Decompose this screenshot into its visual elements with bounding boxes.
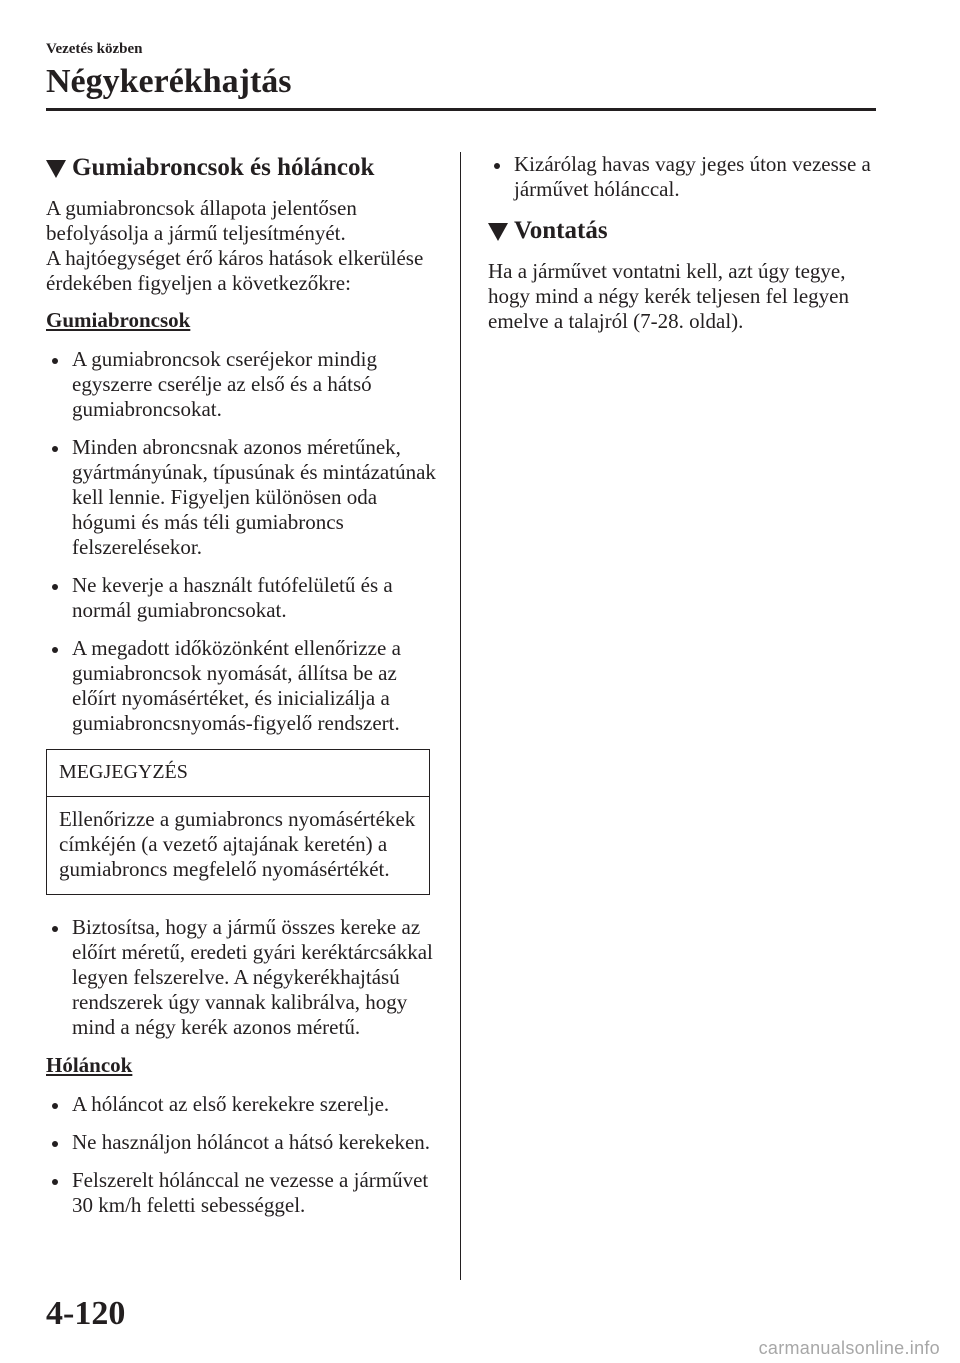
wheel-bullet-list bbox=[46, 915, 436, 1040]
bullet-icon bbox=[52, 1103, 58, 1109]
page-title: Négykerékhajtás bbox=[46, 63, 292, 100]
bullet-text: Ne használjon hóláncot a hátsó kerekeken. bbox=[72, 1130, 431, 1154]
list-item bbox=[46, 347, 436, 422]
list-item bbox=[46, 1092, 436, 1117]
bullet-icon bbox=[52, 584, 58, 590]
section-heading-text: Vontatás bbox=[514, 217, 608, 244]
triangle-marker-icon bbox=[46, 160, 66, 178]
breadcrumb: Vezetés közben bbox=[46, 41, 143, 57]
watermark: carmanualsonline.info bbox=[758, 1338, 940, 1358]
section-heading-tires-chains bbox=[46, 152, 436, 184]
bullet-icon bbox=[52, 446, 58, 452]
page-number: 4-120 bbox=[46, 1295, 126, 1332]
bullet-text: A megadott időközönként ellenőrizze a gumiabroncsok nyomását, állítsa be az előírt nyomásértéket, és inicializálja a gumiabroncsnyomás-figyelő rendszert. bbox=[72, 636, 401, 735]
left-column bbox=[46, 152, 436, 1231]
note-body: Ellenőrizze a gumiabroncs nyomásértékek címkéjén (a vezető ajtajának keretén) a gumiabroncs megfelelő nyomásértékét. bbox=[59, 807, 416, 881]
bullet-text: Minden abroncsnak azonos méretűnek, gyártmányúnak, típusúnak és mintázatúnak kell lennie. Figyeljen különösen oda hógumi és más téli gumiabroncs felszerelésekor. bbox=[72, 435, 436, 559]
bullet-icon bbox=[52, 1179, 58, 1185]
bullet-text: Ne keverje a használt futófelületű és a normál gumiabroncsokat. bbox=[72, 573, 393, 622]
bullet-text: A hóláncot az első kerekekre szerelje. bbox=[72, 1092, 390, 1116]
bullet-text: Biztosítsa, hogy a jármű összes kereke az előírt méretű, eredeti gyári keréktárcsákkal legyen felszerelve. A négykerékhajtású rendszerek úgy vannak kalibrálva, hogy mind a négy kerék azonos méretű. bbox=[72, 915, 433, 1039]
section-heading-text: Gumiabroncsok és hóláncok bbox=[72, 154, 375, 181]
subheading-tires: Gumiabroncsok bbox=[46, 308, 191, 332]
chain-bullet-list bbox=[46, 1092, 436, 1218]
right-column bbox=[488, 152, 878, 346]
bullet-icon bbox=[494, 163, 500, 169]
triangle-marker-icon bbox=[488, 223, 508, 241]
bullet-icon bbox=[52, 647, 58, 653]
intro-line-2: A hajtóegységet érő káros hatások elkerülése érdekében figyeljen a következőkre: bbox=[46, 246, 424, 295]
bullet-text: Kizárólag havas vagy jeges úton vezesse a járművet hólánccal. bbox=[514, 152, 871, 201]
column-divider bbox=[460, 152, 461, 1280]
bullet-text: A gumiabroncsok cseréjekor mindig egyszerre cserélje az első és a hátsó gumiabroncsokat. bbox=[72, 347, 378, 421]
header-rule bbox=[46, 108, 876, 111]
list-item bbox=[488, 152, 878, 202]
subheading-snow-chains: Hóláncok bbox=[46, 1053, 133, 1077]
note-box bbox=[46, 749, 430, 895]
tire-bullet-list bbox=[46, 347, 436, 736]
bullet-text: Felszerelt hólánccal ne vezesse a járművet 30 km/h feletti sebességgel. bbox=[72, 1168, 429, 1217]
intro-paragraph bbox=[46, 196, 436, 296]
bullet-icon bbox=[52, 358, 58, 364]
list-item bbox=[46, 636, 436, 736]
towing-paragraph: Ha a járművet vontatni kell, azt úgy tegye, hogy mind a négy kerék teljesen fel legyen emelve a talajról (7-28. oldal). bbox=[488, 259, 849, 333]
list-item bbox=[46, 435, 436, 560]
bullet-icon bbox=[52, 926, 58, 932]
list-item bbox=[46, 915, 436, 1040]
list-item bbox=[46, 1130, 436, 1155]
list-item bbox=[46, 1168, 436, 1218]
list-item bbox=[46, 573, 436, 623]
bullet-icon bbox=[52, 1141, 58, 1147]
chain-bullet-list-continued bbox=[488, 152, 878, 202]
note-title: MEGJEGYZÉS bbox=[47, 750, 429, 797]
section-heading-towing bbox=[488, 215, 878, 247]
intro-line-1: A gumiabroncsok állapota jelentősen befolyásolja a jármű teljesítményét. bbox=[46, 196, 357, 245]
